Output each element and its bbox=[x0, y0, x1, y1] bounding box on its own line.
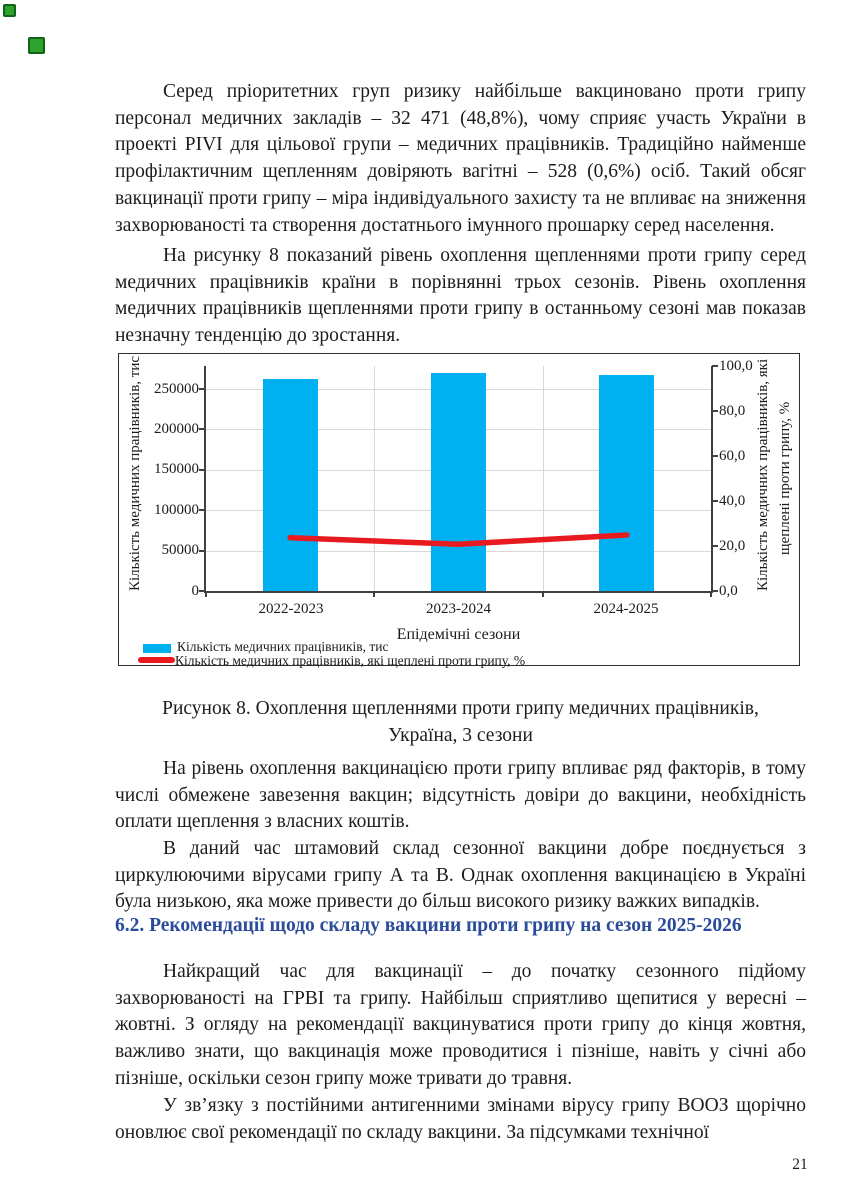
legend-swatch-bars bbox=[143, 644, 171, 653]
figure-caption-line1: Рисунок 8. Охоплення щепленнями проти грипу медичних працівників, bbox=[162, 698, 759, 719]
page-number: 21 bbox=[792, 1156, 808, 1173]
left-tick: 50000 bbox=[161, 542, 199, 559]
paragraph-5: Найкращий час для вакцинації – до початку сезонного підйому захворюваності на ГРВІ та грипу. Найбільш сприятливо щепитися у вересні – жовтні. З огляду на рекомендації вакцинуватися проти грипу до кінця жовтня, важливо знати, що вакцинація може проводитися і пізніше, навіть у січні або пізніше, оскільки сезон грипу може тривати до травня. bbox=[115, 961, 806, 1089]
right-axis-title-line2: щеплені проти грипу, % bbox=[777, 401, 793, 556]
x-tick: 2022-2023 bbox=[258, 601, 324, 617]
paragraph-1: Серед пріоритетних груп ризику найбільше вакциновано проти грипу персонал медичних закладів – 32 471 (48,8%), чому сприяє участь України в проекті PIVI для цільової групи – медичних працівників. Традиційно найменше профілактичним щепленням довіряють вагітні – 528 (0,6%) осіб. Такий обсяг вакцинації проти грипу – міра індивідуального захисту та не впливає на зниження захворюваності та створення достатнього імунного прошарку серед населення. bbox=[115, 81, 806, 236]
figure-caption-line2: Україна, 3 сезони bbox=[388, 724, 533, 746]
right-tick: 100,0 bbox=[719, 357, 753, 374]
left-axis-title: Кількість медичних працівників, тис bbox=[127, 355, 143, 591]
right-tick: 80,0 bbox=[719, 402, 746, 419]
right-axis-title-line1: Кількість медичних працівників, які bbox=[755, 358, 771, 591]
legend-label-line: Кількість медичних працівників, які щеплені проти грипу, % bbox=[175, 653, 526, 668]
legend-label-bars: Кількість медичних працівників, тис bbox=[177, 639, 389, 654]
paragraph-4: В даний час штамовий склад сезонної вакцини добре поєднується з циркулюючими вірусами грипу А та В. Однак охоплення вакцинацією в Україні була низькою, яка може привести до більш високого ризику важких випадків. bbox=[115, 838, 806, 913]
right-tick: 20,0 bbox=[719, 537, 746, 554]
line-layer bbox=[206, 366, 711, 591]
plot-area bbox=[206, 366, 711, 591]
figure-caption bbox=[115, 696, 806, 749]
coverage-line bbox=[290, 535, 627, 544]
left-tick: 200000 bbox=[154, 420, 199, 437]
legend-swatch-line bbox=[138, 657, 175, 663]
x-axis-title: Епідемічні сезони bbox=[396, 626, 521, 643]
x-tick: 2024-2025 bbox=[593, 601, 659, 617]
left-tick: 100000 bbox=[154, 501, 199, 518]
right-axis-line bbox=[711, 366, 713, 593]
figure-8-chart bbox=[118, 353, 800, 666]
left-tick: 150000 bbox=[154, 461, 199, 478]
left-tick: 0 bbox=[191, 582, 199, 599]
paragraph-6: У зв’язку з постійними антигенними змінами вірусу грипу ВООЗ щорічно оновлює свої рекомендації по складу вакцини. За підсумками технічної bbox=[115, 1095, 806, 1143]
section-heading: 6.2. Рекомендації щодо складу вакцини проти грипу на сезон 2025-2026 bbox=[115, 915, 742, 936]
left-tick: 250000 bbox=[154, 380, 199, 397]
right-tick: 40,0 bbox=[719, 492, 746, 509]
green-marker-icon bbox=[28, 37, 45, 54]
bottom-axis-line bbox=[204, 591, 713, 593]
green-marker-icon bbox=[3, 4, 16, 17]
paragraph-3: На рівень охоплення вакцинацією проти грипу впливає ряд факторів, в тому числі обмежене завезення вакцин; відсутність довіри до вакцини, необхідність оплати щеплення з власних коштів. bbox=[115, 758, 806, 833]
right-tick: 60,0 bbox=[719, 447, 746, 464]
paragraph-2: На рисунку 8 показаний рівень охоплення щепленнями проти грипу серед медичних працівників країни в порівнянні трьох сезонів. Рівень охоплення медичних працівників щепленнями проти грипу в останньому сезоні мав показав незначну тенденцію до зростання. bbox=[115, 245, 806, 347]
x-tick: 2023-2024 bbox=[426, 601, 491, 617]
right-tick: 0,0 bbox=[719, 582, 738, 599]
